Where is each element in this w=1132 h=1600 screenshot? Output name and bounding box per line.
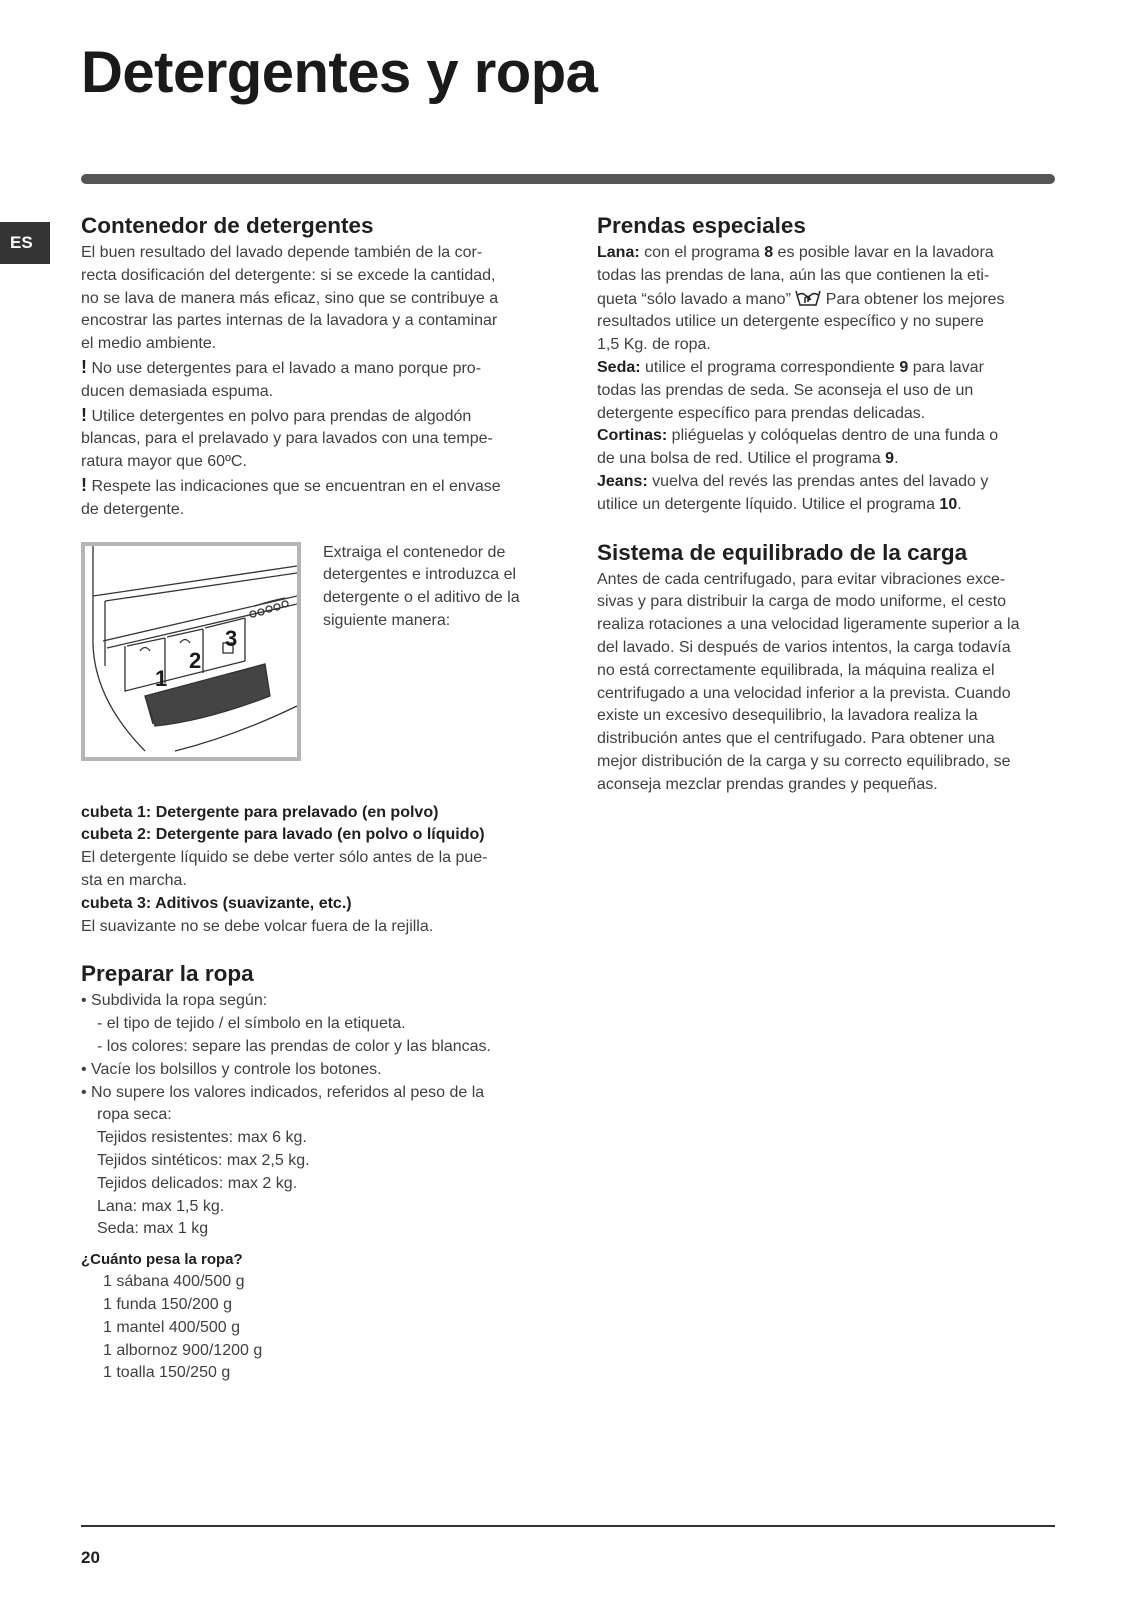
page-title: Detergentes y ropa bbox=[81, 40, 598, 105]
text-span: para lavar bbox=[908, 358, 984, 376]
weights-heading: ¿Cuánto pesa la ropa? bbox=[81, 1251, 243, 1269]
cubetas-list bbox=[81, 802, 541, 939]
figure-caption bbox=[323, 542, 553, 633]
weight-item: 1 sábana 400/500 g bbox=[103, 1273, 245, 1291]
heading-contenedor: Contenedor de detergentes bbox=[81, 213, 374, 238]
compartment-3-label: 3 bbox=[225, 625, 238, 651]
title-divider bbox=[81, 174, 1055, 184]
text-line: ratura mayor que 60ºC. bbox=[81, 453, 247, 471]
text-line: Extraiga el contenedor de bbox=[323, 543, 506, 561]
right-column bbox=[597, 212, 1062, 819]
cubeta-3-title: cubeta 3: Aditivos (suavizante, etc.) bbox=[81, 894, 352, 912]
text-line: centrifugado a una velocidad inferior a la prevista. Cuando bbox=[597, 684, 1011, 702]
weight-item: 1 toalla 150/250 g bbox=[103, 1364, 231, 1382]
compartment-2-label: 2 bbox=[189, 647, 202, 673]
limit-line: Tejidos delicados: max 2 kg. bbox=[97, 1174, 298, 1192]
text-line: siguiente manera: bbox=[323, 611, 451, 629]
text-line: ducen demasiada espuma. bbox=[81, 382, 274, 400]
detergent-drawer-illustration bbox=[81, 542, 301, 761]
text-span: utilice el programa correspondiente bbox=[640, 358, 900, 376]
text-line: no se lava de manera más eficaz, sino que se contribuye a bbox=[81, 289, 499, 307]
text-line: detergentes e introduzca el bbox=[323, 566, 517, 584]
limit-line: Tejidos sintéticos: max 2,5 kg. bbox=[97, 1151, 310, 1169]
weight-item: 1 albornoz 900/1200 g bbox=[103, 1341, 263, 1359]
text-line: existe un excesivo desequilibrio, la lavadora realiza la bbox=[597, 707, 978, 725]
label-jeans: Jeans: bbox=[597, 472, 648, 490]
cubeta-2-title: cubeta 2: Detergente para lavado (en polvo o líquido) bbox=[81, 826, 485, 844]
left-column bbox=[81, 212, 541, 1385]
text-line: distribución antes que el centrifugado. Para obtener una bbox=[597, 730, 995, 748]
figure-row bbox=[81, 542, 541, 764]
warning-2 bbox=[81, 404, 541, 474]
section-contenedor bbox=[81, 212, 541, 938]
cubeta-1-title: cubeta 1: Detergente para prelavado (en polvo) bbox=[81, 803, 439, 821]
text-span: de una bolsa de red. Utilice el programa bbox=[597, 450, 886, 468]
text-span: . bbox=[957, 495, 962, 513]
label-lana: Lana: bbox=[597, 244, 640, 261]
compartment-1-label: 1 bbox=[155, 665, 168, 691]
text-line: blancas, para el prelavado y para lavados con una tempe- bbox=[81, 430, 493, 448]
text-line: el medio ambiente. bbox=[81, 335, 217, 353]
text-line: no está correctamente equilibrada, la máquina realiza el bbox=[597, 661, 995, 679]
text-line: No use detergentes para el lavado a mano porque pro- bbox=[87, 359, 482, 377]
text-line: detergente o el aditivo de la bbox=[323, 589, 520, 607]
text-line: detergente específico para prendas delicadas. bbox=[597, 404, 926, 422]
weight-item: 1 mantel 400/500 g bbox=[103, 1318, 240, 1336]
limit-line: Seda: max 1 kg bbox=[97, 1220, 209, 1238]
list-item-cont: ropa seca: bbox=[97, 1106, 172, 1124]
text-line: de detergente. bbox=[81, 500, 185, 518]
text-span: . bbox=[894, 450, 899, 468]
weights-list bbox=[81, 1271, 541, 1385]
section-equilibrado bbox=[597, 539, 1062, 797]
warning-3 bbox=[81, 474, 541, 522]
page-number: 20 bbox=[81, 1548, 100, 1567]
text-line: El suavizante no se debe volcar fuera de la rejilla. bbox=[81, 917, 434, 935]
limit-line: Lana: max 1,5 kg. bbox=[97, 1197, 225, 1215]
text-line: Respete las indicaciones que se encuentran en el envase bbox=[87, 477, 501, 495]
footer-divider bbox=[81, 1525, 1055, 1527]
preparar-list bbox=[81, 990, 541, 1241]
text-line: sivas y para distribuir la carga de modo uniforme, el cesto bbox=[597, 593, 1007, 611]
text-line: El buen resultado del lavado depende también de la cor- bbox=[81, 244, 483, 261]
text-span: con el programa bbox=[639, 244, 765, 261]
weight-item: 1 funda 150/200 g bbox=[103, 1295, 233, 1313]
text-line: recta dosificación del detergente: si se excede la cantidad, bbox=[81, 266, 496, 284]
text-span: vuelva del revés las prendas antes del lavado y bbox=[647, 472, 989, 490]
label-seda: Seda: bbox=[597, 358, 641, 376]
heading-prendas: Prendas especiales bbox=[597, 213, 806, 238]
contenedor-intro bbox=[81, 242, 541, 356]
text-line: 1,5 Kg. de ropa. bbox=[597, 336, 711, 354]
limit-line: Tejidos resistentes: max 6 kg. bbox=[97, 1129, 307, 1147]
text-line: Utilice detergentes en polvo para prendas de algodón bbox=[87, 407, 472, 425]
list-sub-item: - los colores: separe las prendas de color y las blancas. bbox=[97, 1037, 491, 1055]
text-line: resultados utilice un detergente específico y no supere bbox=[597, 313, 984, 331]
section-preparar bbox=[81, 960, 541, 1385]
warning-mark: ! bbox=[81, 356, 87, 377]
warning-mark: ! bbox=[81, 404, 87, 425]
text-line: encostrar las partes internas de la lavadora y a contaminar bbox=[81, 312, 498, 330]
list-sub-item: - el tipo de tejido / el símbolo en la etiqueta. bbox=[97, 1015, 406, 1033]
handwash-icon bbox=[795, 288, 821, 306]
warning-mark: ! bbox=[81, 474, 87, 495]
program-number: 10 bbox=[939, 495, 958, 513]
warning-1 bbox=[81, 356, 541, 404]
list-item: • Vacíe los bolsillos y controle los botones. bbox=[81, 1060, 382, 1078]
text-line: El detergente líquido se debe verter sólo antes de la pue- bbox=[81, 849, 488, 867]
program-number: 9 bbox=[885, 450, 895, 468]
text-span: utilice un detergente líquido. Utilice el programa bbox=[597, 495, 940, 513]
program-number: 9 bbox=[899, 358, 909, 376]
text-span: Para obtener los mejores bbox=[821, 290, 1005, 308]
text-span: es posible lavar en la lavadora bbox=[773, 244, 994, 261]
text-line: realiza rotaciones a una velocidad ligeramente superior a la bbox=[597, 616, 1020, 634]
label-cortinas: Cortinas: bbox=[597, 427, 668, 445]
heading-equilibrado: Sistema de equilibrado de la carga bbox=[597, 539, 968, 565]
text-line: todas las prendas de seda. Se aconseja el uso de un bbox=[597, 381, 974, 399]
list-item: • Subdivida la ropa según: bbox=[81, 992, 268, 1010]
language-tab: ES bbox=[0, 222, 50, 264]
text-line: Antes de cada centrifugado, para evitar vibraciones exce- bbox=[597, 570, 1006, 588]
text-span: queta “sólo lavado a mano” bbox=[597, 290, 796, 308]
program-number: 8 bbox=[764, 244, 774, 261]
detergent-drawer-icon bbox=[85, 546, 297, 757]
section-prendas bbox=[597, 212, 1062, 517]
heading-preparar: Preparar la ropa bbox=[81, 961, 254, 987]
list-item: • No supere los valores indicados, referidos al peso de la bbox=[81, 1083, 485, 1101]
text-line: sta en marcha. bbox=[81, 871, 187, 889]
text-span: pliéguelas y colóquelas dentro de una funda o bbox=[667, 427, 999, 445]
text-line: del lavado. Si después de varios intentos, la carga todavía bbox=[597, 638, 1011, 656]
text-line: todas las prendas de lana, aún las que contienen la eti- bbox=[597, 266, 990, 284]
text-line: aconseja mezclar prendas grandes y pequeñas. bbox=[597, 775, 938, 793]
text-line: mejor distribución de la carga y su correcto equilibrado, se bbox=[597, 752, 1011, 770]
